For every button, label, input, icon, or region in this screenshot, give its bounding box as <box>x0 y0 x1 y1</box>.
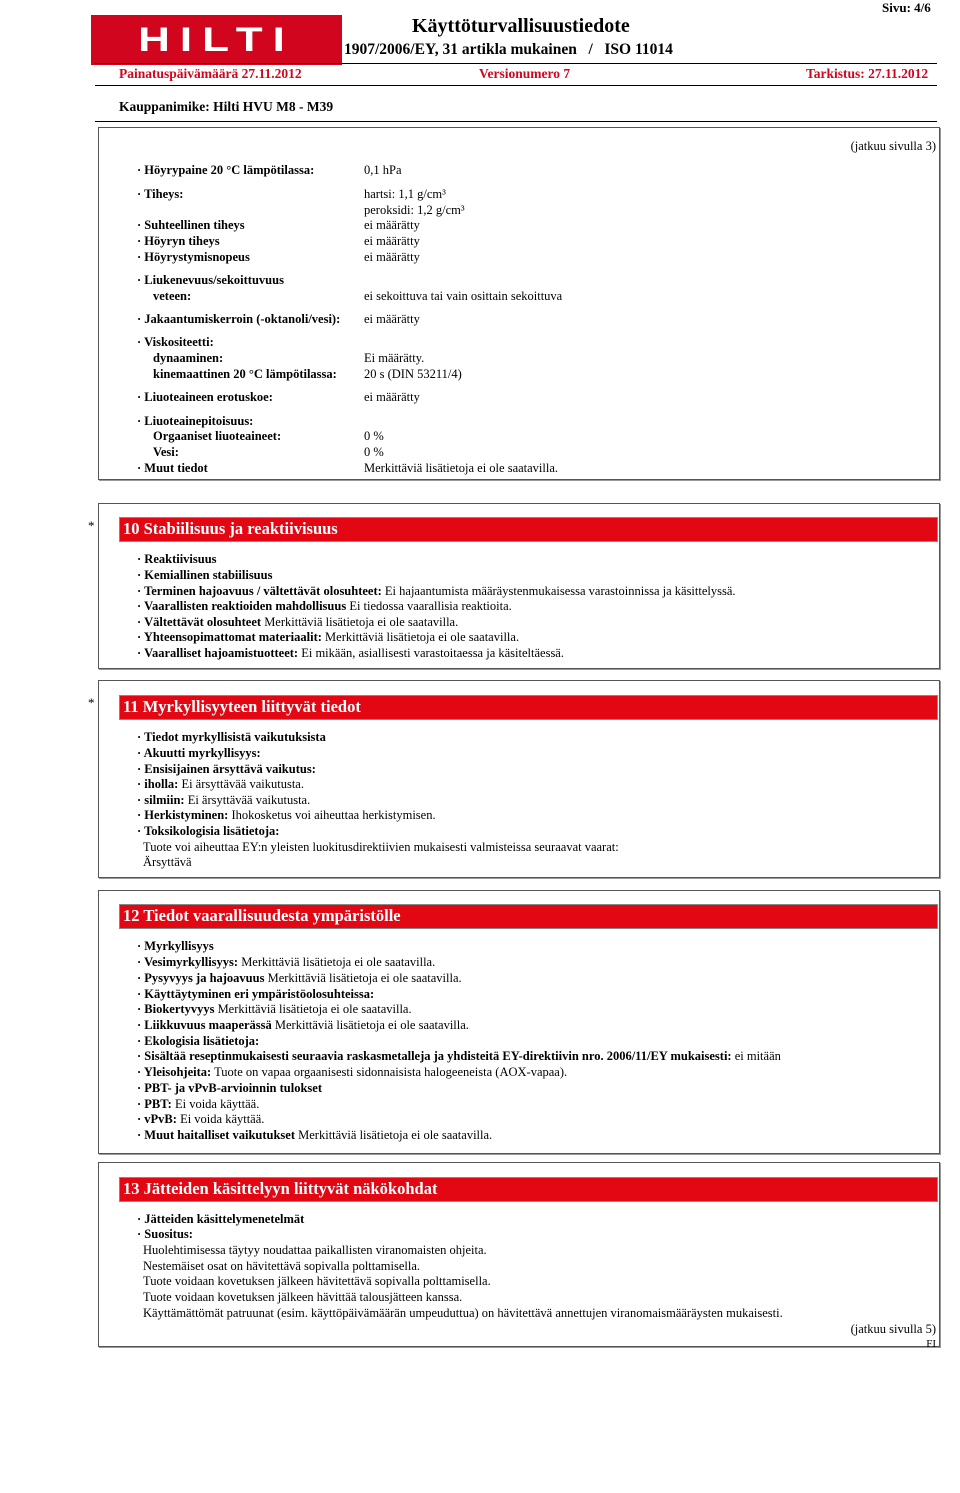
header-divider <box>95 63 937 64</box>
kinematic-viscosity-value: 20 s (DIN 53211/4) <box>364 367 462 381</box>
heavy-metals-value: ei mitään <box>731 1049 781 1063</box>
in-eyes-label: · silmiin: <box>137 793 185 807</box>
language-code: FI <box>926 1338 936 1350</box>
density-value-1: hartsi: 1,1 g/cm³ <box>364 187 446 201</box>
print-date: Painatuspäivämäärä 27.11.2012 <box>119 66 302 81</box>
environmental-behaviour: · Käyttäytyminen eri ympäristöolosuhteissa: <box>137 987 375 1001</box>
section-13-title: 13 Jätteiden käsittelyyn liittyvät näkökohdat <box>123 1179 438 1198</box>
hilti-logo <box>91 15 342 65</box>
partition-value: ei määrätty <box>364 312 420 326</box>
evaporation-value: ei määrätty <box>364 250 420 264</box>
mobility-in-soil-label: · Liikkuvuus maaperässä <box>137 1018 272 1032</box>
vapor-density-label: · Höyryn tiheys <box>137 234 220 248</box>
kinematic-viscosity-label: kinemaattinen 20 °C lämpötilassa: <box>153 367 337 381</box>
recommendation: · Suositus: <box>137 1227 193 1241</box>
toxicological-text: Tuote voi aiheuttaa EY:n yleisten luokitusdirektiivien mukaisesti valmisteissa seuraavat vaarat: <box>143 840 619 854</box>
other-adverse-effects <box>137 1128 492 1143</box>
persistence-value: Merkittäviä lisätietoja ei ole saatavilla. <box>264 971 462 985</box>
incompatible-materials <box>137 630 519 645</box>
decomposition-products-value: Ei mikään, asiallisesti varastoitaessa ja käsiteltäessä. <box>298 646 564 660</box>
evaporation-label: · Höyrystymisnopeus <box>137 250 250 264</box>
header-divider <box>95 121 937 122</box>
conditions-to-avoid-label: · Vältettävät olosuhteet <box>137 615 262 629</box>
on-skin <box>137 777 304 792</box>
incompatible-materials-label: · Yhteensopimattomat materiaalit: <box>137 630 322 644</box>
organic-solvents-label: Orgaaniset liuoteaineet: <box>153 429 282 443</box>
toxicological-info: · Toksikologisia lisätietoja: <box>137 824 280 838</box>
reactivity: · Reaktiivisuus <box>137 552 217 566</box>
mobility-in-soil <box>137 1018 469 1033</box>
logo-wordmark: HILTI <box>138 20 295 59</box>
solubility-label: · Liukenevuus/sekoittuvuus <box>137 273 284 287</box>
viscosity-label: · Viskositeetti: <box>137 335 214 349</box>
dynamic-viscosity-label: dynaaminen: <box>153 351 224 365</box>
mobility-in-soil-value: Merkittäviä lisätietoja ei ole saatavilla. <box>271 1018 469 1032</box>
toxicity: · Myrkyllisyys <box>137 939 214 953</box>
persistence-label: · Pysyvyys ja hajoavuus <box>137 971 265 985</box>
document-subtitle: 1907/2006/EY, 31 artikla mukainen / ISO 11014 <box>344 41 673 58</box>
decomposition-products-label: · Vaaralliset hajoamistuotteet: <box>137 646 299 660</box>
vpvb <box>137 1112 264 1127</box>
other-info-value: Merkittäviä lisätietoja ei ole saatavilla. <box>364 461 559 475</box>
solubility-water-label: veteen: <box>153 289 192 303</box>
aquatic-toxicity-label: · Vesimyrkyllisyys: <box>137 955 239 969</box>
other-info-label: · Muut tiedot <box>137 461 208 475</box>
disposal-line: Käyttämättömät patruunat (esim. käyttöpäivämäärän umpeuduttua) on hävitettävä annettujen viranomaismääräysten mukaisesti. <box>143 1306 783 1320</box>
in-eyes <box>137 793 310 808</box>
revision-star: * <box>88 518 95 533</box>
general-notes-value: Tuote on vapaa orgaanisesti sidonnaisista halogeeneista (AOX-vapaa). <box>211 1065 568 1079</box>
section-10-title: 10 Stabiilisuus ja reaktiivisuus <box>123 519 338 538</box>
disposal-line: Nestemäiset osat on hävitettävä sopivalla polttamisella. <box>143 1259 421 1273</box>
partition-label: · Jakaantumiskerroin (-oktanoli/vesi): <box>137 312 341 326</box>
hazardous-reactions-label: · Vaarallisten reaktioiden mahdollisuus <box>137 599 347 613</box>
vpvb-label: · vPvB: <box>137 1112 177 1126</box>
header-divider <box>95 85 937 86</box>
organic-solvents-value: 0 % <box>364 429 384 443</box>
trade-name: Kauppanimike: Hilti HVU M8 - M39 <box>119 99 334 114</box>
in-eyes-value: Ei ärsyttävää vaikutusta. <box>184 793 311 807</box>
thermal-decomposition <box>137 584 736 599</box>
disposal-line: Tuote voidaan kovetuksen jälkeen hävittää talousjätteen kanssa. <box>143 1290 463 1304</box>
section-13-header <box>119 1177 938 1202</box>
bioaccumulation-value: Merkittäviä lisätietoja ei ole saatavilla. <box>214 1002 412 1016</box>
pbt <box>137 1097 259 1112</box>
primary-irritant-effect: · Ensisijainen ärsyttävä vaikutus: <box>137 762 316 776</box>
solvent-separation-value: ei määrätty <box>364 390 420 404</box>
section-11-header <box>119 695 938 720</box>
aquatic-toxicity <box>137 955 435 970</box>
disposal-line: Tuote voidaan kovetuksen jälkeen hävitettävä sopivalla polttamisella. <box>143 1274 491 1288</box>
conditions-to-avoid-value: Merkittäviä lisätietoja ei ole saatavilla. <box>261 615 459 629</box>
sensitization-label: · Herkistyminen: <box>137 808 229 822</box>
ecological-info: · Ekologisia lisätietoja: <box>137 1034 260 1048</box>
water-content-value: 0 % <box>364 445 384 459</box>
pbt-value: Ei voida käyttää. <box>171 1097 260 1111</box>
sensitization <box>137 808 436 823</box>
chemical-stability: · Kemiallinen stabiilisuus <box>137 568 273 582</box>
section-12-header <box>119 904 938 929</box>
conditions-to-avoid <box>137 615 458 630</box>
solvent-separation-label: · Liuoteaineen erotuskoe: <box>137 390 273 404</box>
on-skin-value: Ei ärsyttävää vaikutusta. <box>178 777 304 791</box>
page-number: Sivu: 4/6 <box>882 0 931 15</box>
on-skin-label: · iholla: <box>137 777 179 791</box>
heavy-metals-label: · Sisältää reseptinmukaisesti seuraavia raskasmetalleja ja yhdisteitä EY-direktiivin nro. 2006/11/EY mukaisesti: <box>137 1049 732 1063</box>
general-notes-label: · Yleisohjeita: <box>137 1065 212 1079</box>
thermal-decomposition-value: Ei hajaantumista määräystenmukaisessa varastoinnissa ja käsittelyssä. <box>381 584 736 598</box>
solvent-content-label: · Liuoteainepitoisuus: <box>137 414 254 428</box>
density-label: · Tiheys: <box>137 187 184 201</box>
revision-date: Tarkistus: 27.11.2012 <box>806 66 929 81</box>
version-number: Versionumero 7 <box>479 66 571 81</box>
continued-from: (jatkuu sivulla 3) <box>850 139 936 153</box>
hazardous-reactions <box>137 599 512 614</box>
disposal-line: Huolehtimisessa täytyy noudattaa paikallisten viranomaisten ohjeita. <box>143 1243 487 1257</box>
toxic-effects: · Tiedot myrkyllisistä vaikutuksista <box>137 730 326 744</box>
section-12-title: 12 Tiedot vaarallisuudesta ympäristölle <box>123 906 401 925</box>
density-value-2: peroksidi: 1,2 g/cm³ <box>364 203 465 217</box>
pbt-label: · PBT: <box>137 1097 172 1111</box>
section-10-header <box>119 517 938 542</box>
dynamic-viscosity-value: Ei määrätty. <box>364 351 425 365</box>
solubility-value: ei sekoittuva tai vain osittain sekoittuva <box>364 289 563 303</box>
document-title: Käyttöturvallisuustiedote <box>412 15 630 37</box>
thermal-decomposition-label: · Terminen hajoavuus / vältettävät olosuhteet: <box>137 584 382 598</box>
sensitization-value: Ihokosketus voi aiheuttaa herkistymisen. <box>228 808 436 822</box>
bioaccumulation <box>137 1002 412 1017</box>
relative-density-value: ei määrätty <box>364 218 420 232</box>
acute-toxicity: · Akuutti myrkyllisyys: <box>137 746 261 760</box>
revision-star: * <box>88 695 95 710</box>
continued-to: (jatkuu sivulla 5) <box>850 1322 936 1336</box>
general-notes <box>137 1065 567 1080</box>
waste-treatment-methods: · Jätteiden käsittelymenetelmät <box>137 1212 305 1226</box>
heavy-metals <box>137 1049 781 1064</box>
vpvb-value: Ei voida käyttää. <box>176 1112 265 1126</box>
other-adverse-effects-value: Merkittäviä lisätietoja ei ole saatavilla. <box>295 1128 493 1142</box>
vapor-density-value: ei määrätty <box>364 234 420 248</box>
vapor-pressure-value: 0,1 hPa <box>364 163 402 177</box>
water-content-label: Vesi: <box>153 445 179 459</box>
hazardous-reactions-value: Ei tiedossa vaarallisia reaktioita. <box>346 599 512 613</box>
incompatible-materials-value: Merkittäviä lisätietoja ei ole saatavilla. <box>321 630 520 644</box>
relative-density-label: · Suhteellinen tiheys <box>137 218 245 232</box>
vapor-pressure-label: · Höyrypaine 20 °C lämpötilassa: <box>137 163 315 177</box>
persistence <box>137 971 462 986</box>
bioaccumulation-label: · Biokertyvyys <box>137 1002 215 1016</box>
section-11-title: 11 Myrkyllisyyteen liittyvät tiedot <box>123 697 361 716</box>
decomposition-products <box>137 646 564 661</box>
aquatic-toxicity-value: Merkittäviä lisätietoja ei ole saatavilla. <box>238 955 436 969</box>
pbt-vpvb-results: · PBT- ja vPvB-arvioinnin tulokset <box>137 1081 322 1095</box>
other-adverse-effects-label: · Muut haitalliset vaikutukset <box>137 1128 296 1142</box>
irritant-classification: Ärsyttävä <box>143 855 192 869</box>
